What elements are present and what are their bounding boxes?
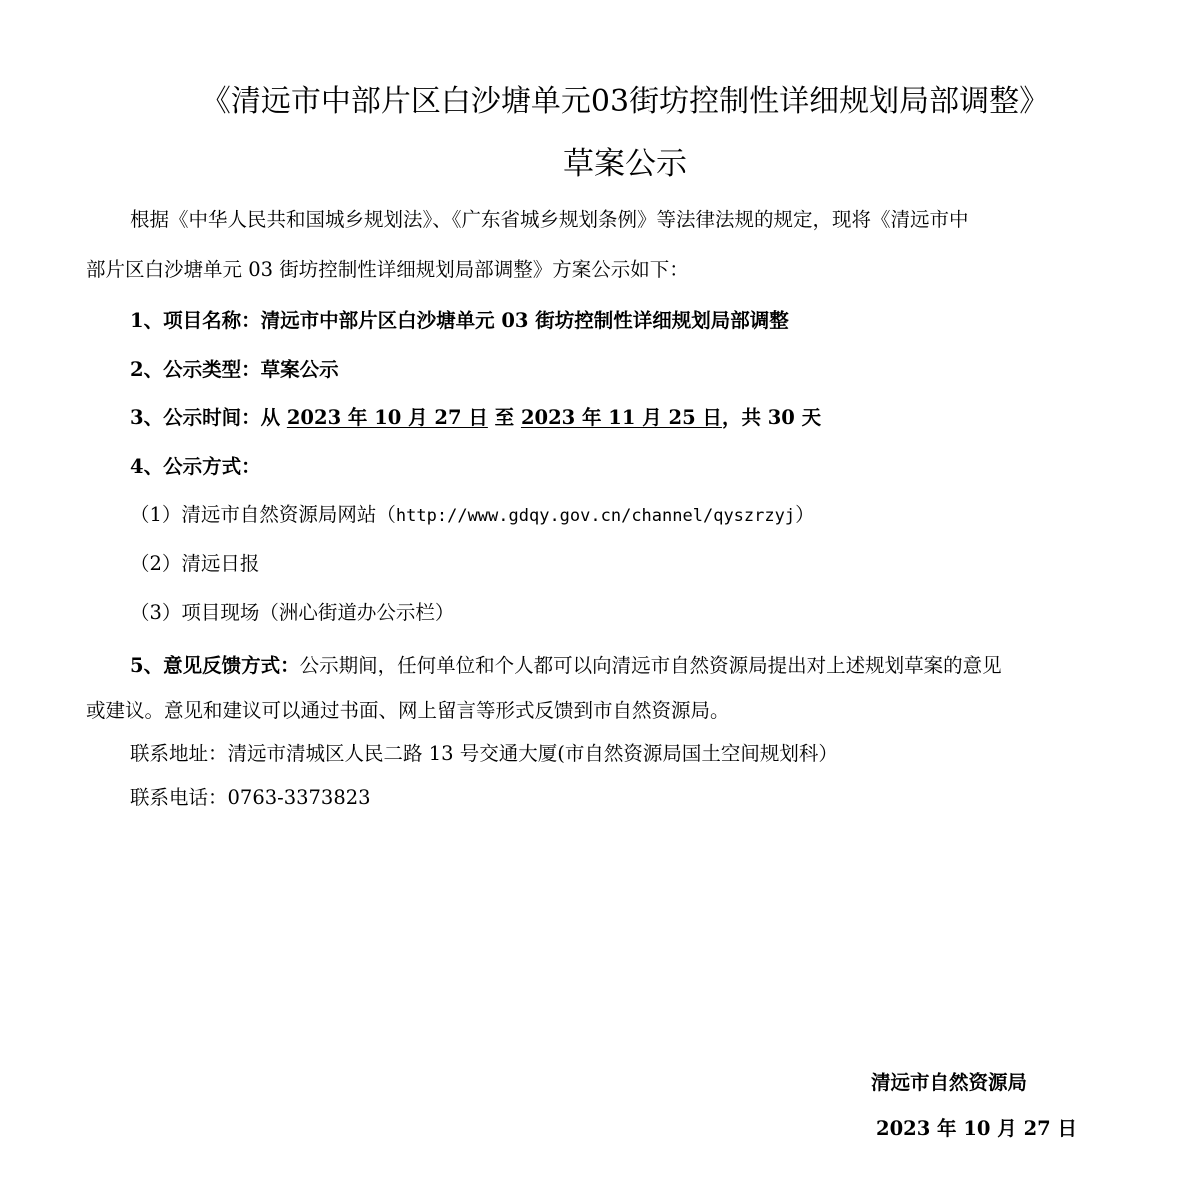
signature-date: 2023 年 10 月 27 日 xyxy=(876,1117,1077,1140)
notice-period-prefix: 3、公示时间：从 xyxy=(130,406,287,429)
item-feedback-line-1 xyxy=(130,652,1002,680)
feedback-text-1: 公示期间，任何单位和个人都可以向清远市自然资源局提出对上述规划草案的意见 xyxy=(299,654,1002,677)
method-website-label: （1）清远市自然资源局网站（ xyxy=(130,503,396,526)
method-onsite: （3）项目现场（洲心街道办公示栏） xyxy=(130,601,455,624)
notice-start-date: 2023 年 10 月 27 日 xyxy=(286,406,488,429)
notice-period-to: 至 xyxy=(487,406,521,429)
method-newspaper: （2）清远日报 xyxy=(130,552,260,575)
contact-phone: 联系电话：0763-3373823 xyxy=(130,786,371,809)
intro-paragraph-line-1: 根据《中华人民共和国城乡规划法》、《广东省城乡规划条例》等法律法规的规定，现将《清远市中 xyxy=(130,208,969,231)
method-website xyxy=(130,501,815,530)
feedback-label: 5、意见反馈方式： xyxy=(130,654,300,677)
notice-period-suffix: ，共 30 天 xyxy=(721,406,822,429)
website-url-link[interactable]: http://www.gdqy.gov.cn/channel/qyszrzyj xyxy=(395,506,796,526)
intro-paragraph-line-2: 部片区白沙塘单元 03 街坊控制性详细规划局部调整》方案公示如下： xyxy=(86,258,689,281)
item-notice-type: 2、公示类型：草案公示 xyxy=(130,358,339,381)
item-notice-methods: 4、公示方式： xyxy=(130,455,261,478)
document-title: 《清远市中部片区白沙塘单元03街坊控制性详细规划局部调整》 xyxy=(200,84,1050,119)
contact-address: 联系地址：清远市清城区人民二路 13 号交通大厦(市自然资源局国土空间规划科） xyxy=(130,742,838,765)
notice-end-date: 2023 年 11 月 25 日 xyxy=(520,406,722,429)
method-website-close: ） xyxy=(795,503,815,526)
signature-organization: 清远市自然资源局 xyxy=(871,1071,1028,1094)
item-notice-period xyxy=(130,404,821,432)
document-subtitle: 草案公示 xyxy=(563,146,687,182)
item-project-name: 1、项目名称：清远市中部片区白沙塘单元 03 街坊控制性详细规划局部调整 xyxy=(130,309,789,332)
item-feedback-line-2: 或建议。意见和建议可以通过书面、网上留言等形式反馈到市自然资源局。 xyxy=(86,699,730,722)
